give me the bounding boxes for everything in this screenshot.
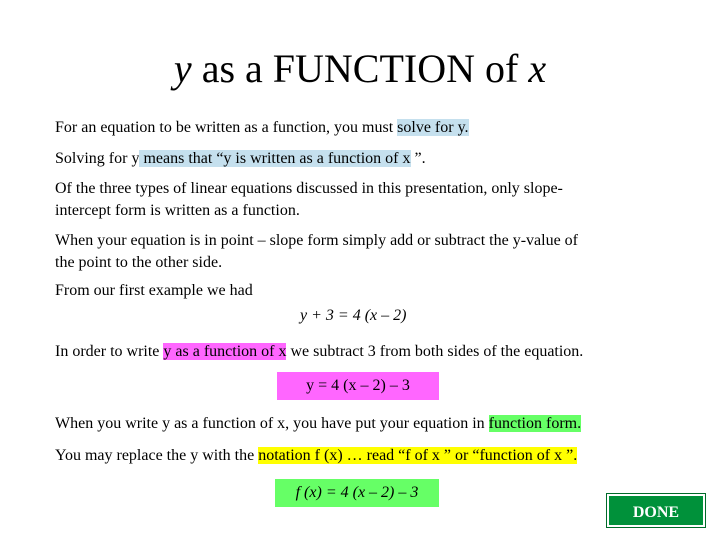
highlight-function-notation: notation f (x) … read “f of x ” or “function of x ”. [258,447,578,464]
paragraph-8 [55,445,577,467]
paragraph-5: From our first example we had [55,282,253,299]
page-title [0,42,720,96]
paragraph-2 [55,148,426,170]
paragraph-7-text: When you write y as a function of x, you have put your equation in [55,415,489,432]
equation-1: y + 3 = 4 (x – 2) [300,307,407,324]
equation-3-box: f (x) = 4 (x – 2) – 3 [275,479,439,507]
paragraph-1 [55,117,469,139]
paragraph-4-line-2: the point to the other side. [55,254,223,271]
highlight-function-form: function form. [488,415,582,432]
paragraph-4-line-1: When your equation is in point – slope form simply add or subtract the y-value of [55,232,578,249]
paragraph-4 [55,230,578,274]
paragraph-2-text: Solving for y [55,150,140,167]
paragraph-6 [55,341,583,363]
paragraph-3 [55,178,563,222]
paragraph-6-end: we subtract 3 from both sides of the equation. [286,343,584,360]
equation-2-box: y = 4 (x – 2) – 3 [277,372,439,400]
highlight-y-function-of-x: y as a function of x [163,343,287,360]
title-text: as a FUNCTION of [191,46,529,91]
paragraph-2-end: ”. [410,150,426,167]
paragraph-7 [55,413,581,435]
paragraph-6-text: In order to write [55,343,164,360]
highlight-function-of-x: means that “y is written as a function of x [139,150,411,167]
highlight-solve-for-y: solve for y. [397,119,469,136]
paragraph-3-line-1: Of the three types of linear equations discussed in this presentation, only slope- [55,180,563,197]
done-button[interactable]: DONE [607,494,705,527]
paragraph-1-text: For an equation to be written as a function, you must [55,119,398,136]
title-var-y: y [173,46,192,91]
paragraph-8-text: You may replace the y with the [55,447,259,464]
paragraph-3-line-2: intercept form is written as a function. [55,202,300,219]
title-var-x: x [528,46,547,91]
